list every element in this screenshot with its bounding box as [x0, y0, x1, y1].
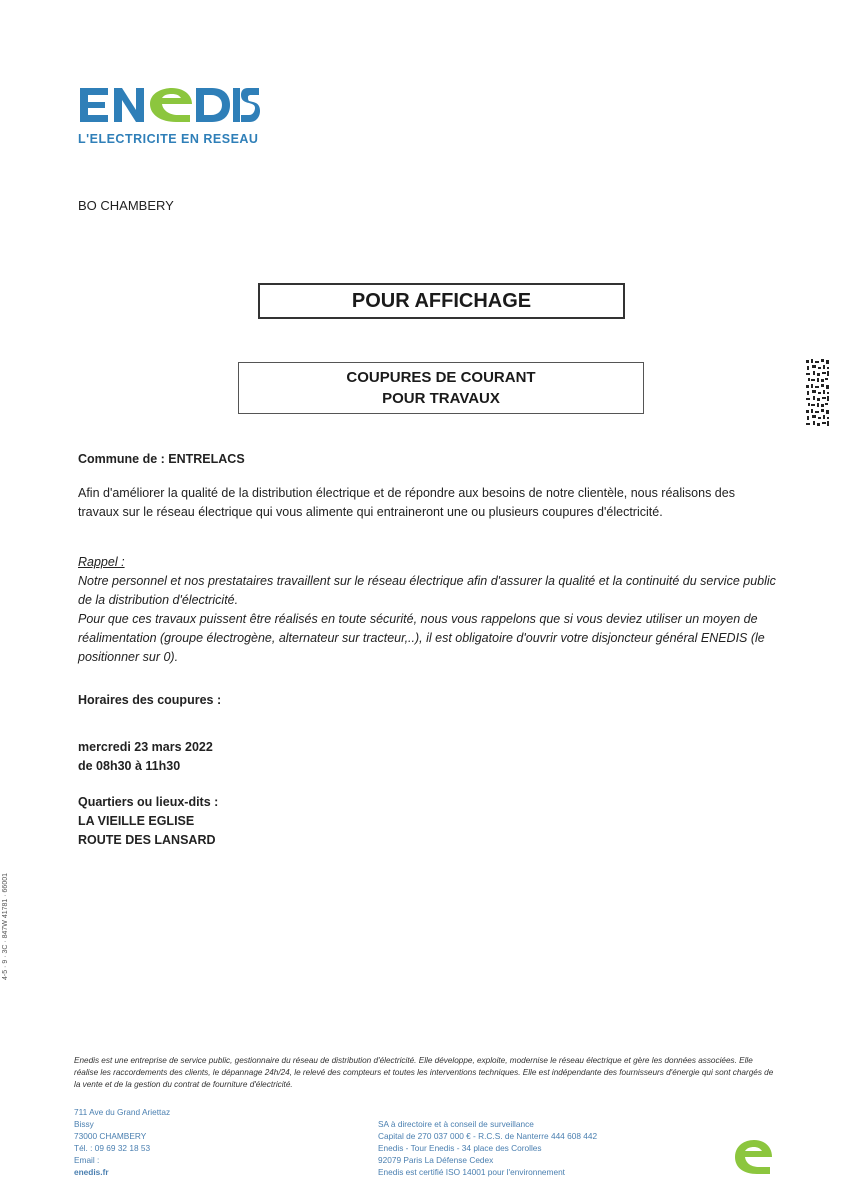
locations-heading: Quartiers ou lieux-dits : [78, 795, 219, 809]
schedule-heading: Horaires des coupures : [78, 693, 222, 707]
schedule-time: de 08h30 à 11h30 [78, 759, 181, 773]
subject-line-2: POUR TRAVAUX [382, 390, 500, 407]
logo-tagline: L'ELECTRICITE EN RESEAU [78, 132, 259, 146]
legal-notice: Enedis est une entreprise de service public, gestionnaire du réseau de distribution d'électricité. Elle développe, exploite, modernise le réseau électrique et gère les données associées. Elle réalise les raccordements des clients, le dépannage 24h/24, le relevé des compteurs et toutes les interventions techniques. Elle est indépendante des fournisseurs d'énergie qui sont chargés de la vente et de la gestion du contrat de fourniture d'électricité. [74, 1056, 774, 1089]
address-line: Bissy [74, 1119, 94, 1129]
address-email: Email : [74, 1155, 100, 1165]
rappel-heading: Rappel : [78, 555, 125, 569]
enedis-symbol-icon [733, 1138, 773, 1176]
barcode-icon [805, 358, 830, 428]
company-line: Capital de 270 037 000 € - R.C.S. de Nanterre 444 608 442 [378, 1131, 598, 1141]
enedis-logo [78, 84, 260, 126]
locations-block [78, 793, 218, 850]
commune-line: Commune de : ENTRELACS [78, 452, 245, 466]
rappel-section [78, 572, 778, 667]
display-title: POUR AFFICHAGE [351, 289, 532, 312]
rappel-paragraph-2: Pour que ces travaux puissent être réalisés en toute sécurité, nous vous rappelons que si vous deviez utiliser un moyen de réalimentation (groupe électrogène, alternateur sur tracteur,..), il est obligatoire d'ouvrir votre disjoncteur général ENEDIS (le positionner sur 0). [78, 612, 765, 664]
intro-paragraph: Afin d'améliorer la qualité de la distribution électrique et de répondre aux besoins de notre clientèle, nous réalisons des travaux sur le réseau électrique qui vous alimente qui entraineront une ou plusieurs coupures d'électricité. [78, 486, 735, 519]
company-line: Enedis - Tour Enedis - 34 place des Corolles [378, 1143, 542, 1153]
schedule-block [78, 738, 213, 776]
scan-marks: 4-5 · 9 · 3C · 847W 41781 · 66001 [2, 872, 9, 980]
display-title-box [258, 283, 625, 319]
footer-address [74, 1106, 170, 1178]
location-item: ROUTE DES LANSARD [78, 833, 216, 847]
rappel-paragraph-1: Notre personnel et nos prestataires travaillent sur le réseau électrique afin d'assurer la qualité et la continuité du service public de la distribution d'électricité. [78, 574, 776, 607]
subject-box [238, 362, 644, 414]
address-line: 73000 CHAMBERY [74, 1131, 147, 1141]
schedule-date: mercredi 23 mars 2022 [78, 740, 213, 754]
location-item: LA VIEILLE EGLISE [78, 814, 195, 828]
company-line: Enedis est certifié ISO 14001 pour l'environnement [378, 1167, 565, 1177]
address-phone: Tél. : 09 69 32 18 53 [74, 1143, 151, 1153]
company-line: 92079 Paris La Défense Cedex [378, 1155, 494, 1165]
address-line: 711 Ave du Grand Ariettaz [74, 1107, 171, 1117]
sender-office: BO CHAMBERY [78, 198, 174, 213]
footer-company-info [378, 1118, 597, 1178]
subject-line-1: COUPURES DE COURANT [346, 369, 536, 386]
address-website: enedis.fr [74, 1167, 109, 1177]
company-line: SA à directoire et à conseil de surveillance [378, 1119, 534, 1129]
